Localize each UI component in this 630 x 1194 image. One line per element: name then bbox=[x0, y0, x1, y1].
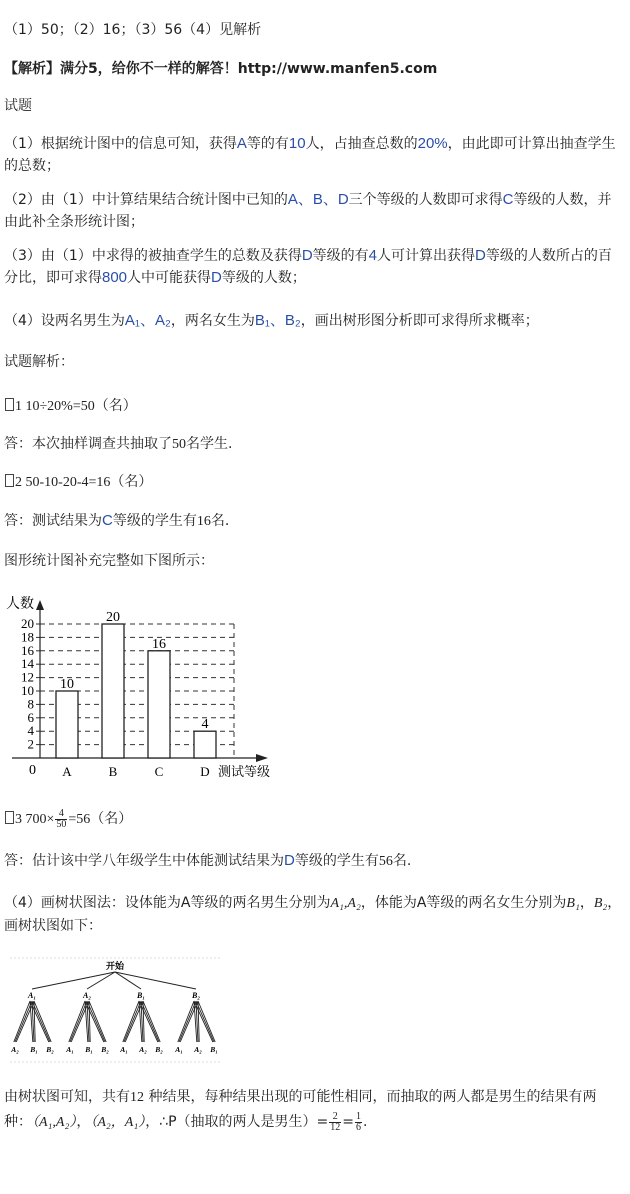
solution-title: 试题解析： bbox=[4, 354, 74, 370]
bar-chart bbox=[2, 590, 292, 790]
data-label: 20 bbox=[106, 610, 120, 625]
y-tick-label: 10 bbox=[21, 683, 34, 698]
count: 4 bbox=[368, 247, 378, 264]
tree-branch bbox=[178, 1001, 194, 1042]
tree-node-l1: B₁ bbox=[136, 991, 146, 1000]
solution-3-answer bbox=[4, 851, 624, 872]
tree-diagram bbox=[10, 956, 220, 1066]
count: 16 bbox=[196, 514, 211, 529]
tree-branch bbox=[69, 1001, 85, 1042]
solution-3-calc bbox=[4, 806, 624, 833]
boys: A₁,A₂ bbox=[330, 896, 361, 911]
grade-d: D bbox=[284, 852, 295, 869]
x-axis-arrow bbox=[256, 754, 268, 762]
text: 人可计算出获得 bbox=[377, 248, 476, 264]
text: 名学生. bbox=[186, 436, 233, 452]
girl-1: B₁ bbox=[566, 896, 580, 911]
boys: A₁、A₂ bbox=[124, 312, 171, 329]
solution-4-conclusion: 由树状图可知，共有12 种结果，每种结果出现的可能性相同，而抽取的两人都是男生的结果有两种：（A₁,A₂），（A₂，A₁），∴P（抽取的两人是男生）= $\frac{2}{12}$ = $\frac{1}{6}$ . bbox=[4, 1089, 597, 1133]
text: 答：本次抽样调查共抽取了 bbox=[4, 436, 172, 452]
fraction bbox=[55, 809, 67, 830]
y-tick-label: 4 bbox=[27, 723, 34, 739]
category-label: D bbox=[200, 764, 210, 779]
text: 等级的人数，并由此补全条形统计图； bbox=[4, 192, 612, 230]
percent: 20% bbox=[417, 135, 448, 152]
text: 等级的学生有 bbox=[294, 853, 379, 869]
site-banner: 【解析】满分5，给你不一样的解答！http://www.manfen5.com bbox=[4, 61, 438, 77]
analysis-step-4 bbox=[4, 311, 624, 331]
solution-2-calc bbox=[4, 472, 624, 493]
y-tick-label: 8 bbox=[27, 696, 34, 712]
tree-root: 开始 bbox=[105, 961, 125, 971]
y-tick-label: 14 bbox=[21, 656, 34, 672]
text: 名. bbox=[210, 513, 230, 529]
solution-1-calc bbox=[4, 396, 624, 417]
category-label: B bbox=[108, 764, 118, 779]
tree-branch bbox=[70, 1001, 87, 1042]
bar-A bbox=[56, 691, 78, 758]
data-label: 4 bbox=[201, 717, 209, 733]
solution-2-answer bbox=[4, 511, 624, 532]
tree-branch bbox=[124, 1001, 141, 1042]
y-tick-label: 20 bbox=[21, 616, 34, 631]
tree-node-l2: B₁ bbox=[210, 1045, 218, 1054]
origin-label: 0 bbox=[29, 763, 36, 778]
tree-branch bbox=[14, 1001, 30, 1042]
data-label: 16 bbox=[152, 636, 166, 652]
box-glyph bbox=[5, 474, 14, 487]
y-tick-label: 2 bbox=[27, 736, 34, 752]
analysis-step-3 bbox=[4, 245, 624, 289]
tree-branch bbox=[32, 972, 115, 989]
y-tick-label: 16 bbox=[21, 642, 34, 658]
denominator: 6 bbox=[356, 1121, 362, 1133]
tree-branch bbox=[179, 1001, 196, 1042]
text: 由树状图可知，共有 bbox=[4, 1089, 130, 1105]
count: 56 bbox=[378, 854, 393, 869]
text: 答：估计该中学八年级学生中体能测试结果为 bbox=[4, 853, 284, 869]
calc: 2 50-10-20-4=16（名） bbox=[15, 475, 153, 490]
tree-node-l2: A₂ bbox=[194, 1045, 202, 1054]
tree-node-l2: B₁ bbox=[85, 1045, 93, 1054]
text: （3）由（1）中求得的被抽查学生的总数及获得 bbox=[4, 248, 302, 264]
grade-a: A bbox=[236, 135, 247, 152]
grade-d: D bbox=[211, 269, 222, 286]
tree-node-l1: B₂ bbox=[191, 991, 201, 1000]
analysis-step-2 bbox=[4, 189, 624, 233]
numerator: 1 bbox=[356, 1110, 362, 1122]
text: 人中可能获得 bbox=[127, 270, 212, 286]
text: ，画树状图如下： bbox=[4, 895, 622, 934]
total: 800 bbox=[102, 269, 128, 286]
grade-c: C bbox=[502, 191, 514, 208]
fraction bbox=[329, 1112, 341, 1133]
tree-branch bbox=[15, 1001, 32, 1042]
category-label: A bbox=[62, 764, 72, 779]
grade-c: C bbox=[102, 512, 113, 529]
text: （1）根据统计图中的信息可知，获得 bbox=[4, 136, 237, 152]
category-label: C bbox=[154, 764, 164, 779]
text: 答：测试结果为 bbox=[4, 513, 102, 529]
x-axis-title: 测试等级 bbox=[218, 764, 271, 779]
grade-d: D bbox=[301, 247, 313, 264]
y-axis-arrow bbox=[36, 600, 44, 610]
tree-node-l2: B₂ bbox=[155, 1045, 163, 1054]
calc: 1 10÷20%=50（名） bbox=[15, 399, 137, 414]
tree-branch bbox=[89, 1001, 106, 1042]
text: （4）设两名男生为 bbox=[4, 313, 125, 329]
equals: = bbox=[342, 1114, 355, 1130]
count: 10 bbox=[288, 135, 306, 152]
tree-node-l2: A₁ bbox=[120, 1045, 128, 1054]
calc-result: =56（名） bbox=[68, 812, 133, 827]
text: ，两名女生为 bbox=[170, 313, 255, 329]
section-title: 试题 bbox=[4, 98, 32, 114]
numerator: 2 bbox=[329, 1112, 341, 1123]
grades: A、B、D bbox=[287, 191, 349, 208]
solution-4-intro: （4）画树状图法：设体能为A等级的两名男生分别为A₁,A₂，体能为A等级的两名女生分别为B₁，B₂，画树状图如下： bbox=[4, 895, 622, 934]
tree-node-l2: B₂ bbox=[46, 1045, 54, 1054]
data-label: 10 bbox=[60, 677, 74, 692]
bar-C bbox=[148, 651, 170, 758]
text: 等级的有 bbox=[312, 248, 369, 264]
tree-node-l2: A₂ bbox=[11, 1045, 19, 1054]
answer-summary: （1）50；（2）16；（3）56（4）见解析 bbox=[4, 22, 262, 38]
text: ，画出树形图分析即可求得所求概率； bbox=[300, 313, 539, 329]
text: 等级的人数； bbox=[221, 270, 306, 286]
tree-node-l2: A₁ bbox=[66, 1045, 74, 1054]
fraction bbox=[355, 1112, 362, 1133]
text: 等的有 bbox=[246, 136, 289, 152]
grade-d: D bbox=[475, 247, 486, 264]
text: 三个等级的人数即可求得 bbox=[348, 192, 503, 208]
y-tick-label: 6 bbox=[27, 709, 34, 725]
girl-2: B₂ bbox=[593, 896, 608, 911]
box-glyph bbox=[5, 398, 14, 411]
text: ，体能为A等级的两名女生分别为 bbox=[360, 895, 567, 911]
bar-D bbox=[194, 731, 216, 758]
count: 50 bbox=[172, 437, 186, 452]
text: 名. bbox=[392, 853, 412, 869]
tree-branch bbox=[198, 1001, 215, 1042]
solution-1-answer bbox=[4, 434, 624, 455]
box-glyph bbox=[5, 811, 14, 824]
tree-branch bbox=[123, 1001, 139, 1042]
tree-node-l2: A₁ bbox=[175, 1045, 183, 1054]
calc: 3 700× bbox=[15, 812, 55, 827]
period: . bbox=[363, 1114, 368, 1130]
y-tick-label: 18 bbox=[21, 629, 34, 645]
text: 种结果，每种结果出现的可能性相同，而抽取的两人都是男生的结果有两种： bbox=[4, 1089, 597, 1130]
y-axis-title: 人数 bbox=[6, 597, 34, 612]
tree-node-l1: A₁ bbox=[27, 991, 37, 1000]
count: 12 bbox=[130, 1090, 144, 1105]
analysis-step-1 bbox=[4, 133, 624, 177]
tree-node-l2: B₁ bbox=[30, 1045, 38, 1054]
text: （2）由（1）中计算结果结合统计图中已知的 bbox=[4, 192, 288, 208]
outcome-pair-2: （A₂，A₁） bbox=[90, 1115, 146, 1130]
denominator: 12 bbox=[330, 1121, 341, 1133]
y-tick-label: 12 bbox=[21, 669, 34, 685]
text: ，由此即可计算出抽查学生的总数； bbox=[4, 136, 616, 174]
tree-branch bbox=[143, 1001, 160, 1042]
text: （4）画树状图法：设体能为A等级的两名男生分别为 bbox=[4, 895, 331, 911]
numerator: 4 bbox=[55, 809, 67, 820]
outcome-pair-1: （A₁,A₂） bbox=[32, 1115, 77, 1130]
tree-node-l1: A₂ bbox=[82, 991, 92, 1000]
denominator: 50 bbox=[56, 818, 67, 830]
text: 等级的人数所占的百分比，即可求得 bbox=[4, 248, 612, 286]
tree-node-l2: B₂ bbox=[101, 1045, 109, 1054]
text: 等级的学生有 bbox=[112, 513, 197, 529]
chart-intro: 图形统计图补充完整如下图所示： bbox=[4, 553, 214, 569]
girls: B₁、B₂ bbox=[254, 312, 301, 329]
tree-node-l2: A₂ bbox=[139, 1045, 147, 1054]
bar-B bbox=[102, 624, 124, 758]
text: 人，占抽查总数的 bbox=[305, 136, 418, 152]
tree-branch bbox=[34, 1001, 51, 1042]
text: ，∴P（抽取的两人是男生）= bbox=[145, 1114, 329, 1130]
